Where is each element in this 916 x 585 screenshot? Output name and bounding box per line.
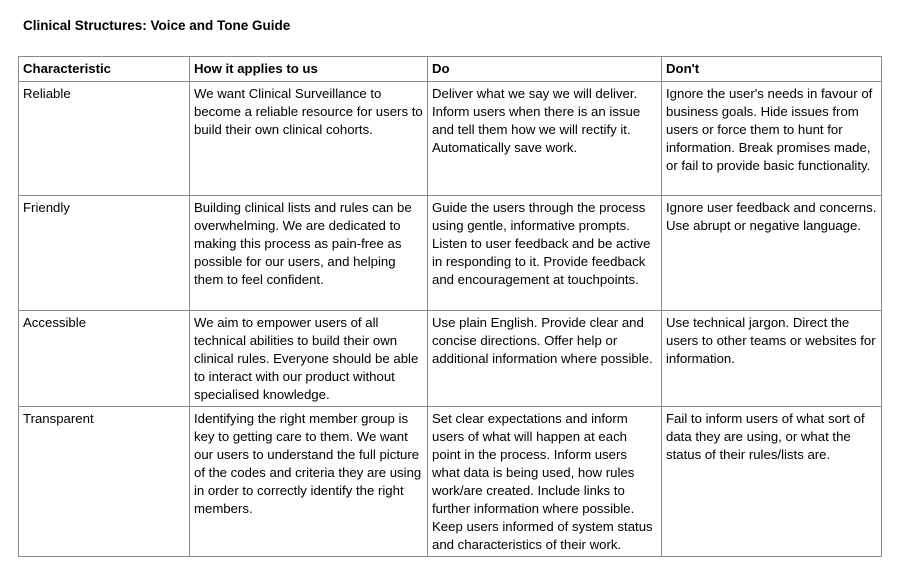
cell-characteristic: Friendly (19, 196, 190, 311)
cell-how-it-applies: We aim to empower users of all technical abilities to build their own clinical rules. Everyone should be able to interact with our product without specialised knowledge. (190, 311, 428, 407)
table-row (19, 82, 882, 196)
table-row (19, 311, 882, 407)
cell-do: Guide the users through the process using gentle, informative prompts. Listen to user feedback and be active in responding to it. Provide feedback and encouragement at touchpoints. (428, 196, 662, 311)
cell-do: Use plain English. Provide clear and concise directions. Offer help or additional information where possible. (428, 311, 662, 407)
cell-how-it-applies: We want Clinical Surveillance to become a reliable resource for users to build their own clinical cohorts. (190, 82, 428, 196)
header-do: Do (428, 57, 662, 82)
cell-dont: Ignore the user's needs in favour of business goals. Hide issues from users or force them to hunt for information. Break promises made, or fail to provide basic functionality. (662, 82, 882, 196)
cell-characteristic: Transparent (19, 407, 190, 557)
header-how-it-applies: How it applies to us (190, 57, 428, 82)
cell-dont: Ignore user feedback and concerns. Use abrupt or negative language. (662, 196, 882, 311)
table-row (19, 196, 882, 311)
cell-how-it-applies: Identifying the right member group is key to getting care to them. We want our users to understand the full picture of the codes and criteria they are using in order to correctly identify the right members. (190, 407, 428, 557)
cell-do: Deliver what we say we will deliver. Inform users when there is an issue and tell them how we will rectify it. Automatically save work. (428, 82, 662, 196)
header-dont: Don't (662, 57, 882, 82)
cell-how-it-applies: Building clinical lists and rules can be overwhelming. We are dedicated to making this process as pain-free as possible for our users, and helping them to feel confident. (190, 196, 428, 311)
cell-dont: Fail to inform users of what sort of data they are using, or what the status of their rules/lists are. (662, 407, 882, 557)
table-header-row (19, 57, 882, 82)
cell-characteristic: Reliable (19, 82, 190, 196)
cell-dont: Use technical jargon. Direct the users to other teams or websites for information. (662, 311, 882, 407)
cell-do: Set clear expectations and inform users of what will happen at each point in the process. Inform users what data is being used, how rules work/are created. Include links to further information where possible. Keep users informed of system status and characteristics of their work. (428, 407, 662, 557)
voice-tone-table (18, 56, 882, 557)
header-characteristic: Characteristic (19, 57, 190, 82)
page-title: Clinical Structures: Voice and Tone Guide (23, 18, 291, 33)
table-row (19, 407, 882, 557)
cell-characteristic: Accessible (19, 311, 190, 407)
